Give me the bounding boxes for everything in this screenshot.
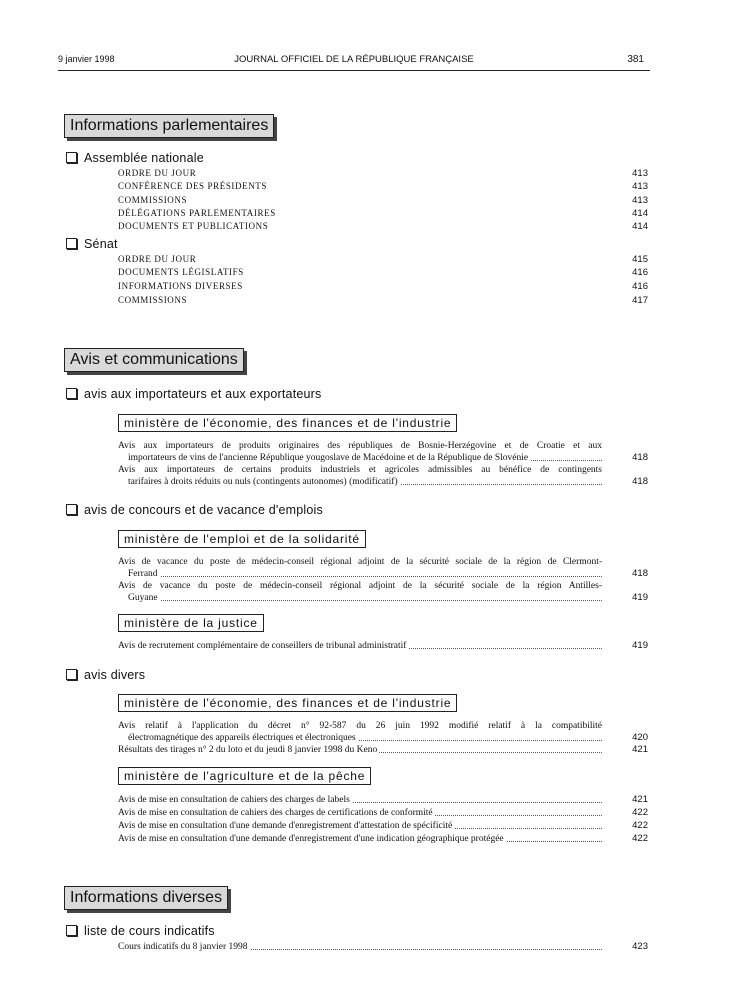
section-heading-informations-diverses: Informations diverses (64, 886, 228, 910)
category-importateurs: avis aux importateurs et aux exportateurs (66, 387, 321, 401)
avis-entry[interactable]: Avis de mise en consultation de cahiers des charges de certifications de conformité 422 (118, 807, 648, 818)
toc-entry[interactable]: COMMISSIONS 413 (118, 195, 648, 206)
toc-entry[interactable]: ORDRE DU JOUR 413 (118, 168, 648, 179)
ministry-heading-agriculture: ministère de l'agriculture et de la pêche (118, 767, 371, 785)
avis-entry[interactable]: Cours indicatifs du 8 janvier 1998 423 (118, 941, 648, 952)
avis-entry[interactable]: Avis relatif à l'application du décret n° 92-587 du 26 juin 1992 modifié relatif à la compatibilité électromagnétique des appareils électriques et électroniques 420 (118, 721, 648, 743)
section-heading-informations-parlementaires: Informations parlementaires (64, 114, 274, 138)
header-date: 9 janvier 1998 (58, 54, 115, 64)
avis-entry[interactable]: Avis de mise en consultation d'une demande d'enregistrement d'attestation de spécificité 422 (118, 820, 648, 831)
avis-entry[interactable]: Avis de vacance du poste de médecin-conseil régional adjoint de la sécurité sociale de la région de Clermont- Ferrand 418 (118, 557, 648, 579)
toc-entry[interactable]: DÉLÉGATIONS PARLEMENTAIRES 414 (118, 208, 648, 219)
avis-entry[interactable]: Avis aux importateurs de produits originaires des républiques de Bosnie-Herzégovine et de Croatie et aux importateurs de vins de l'ancienne République yougoslave de Macédoine et de la République de Slovénie 418 (118, 441, 648, 463)
checkbox-square-icon (66, 925, 77, 936)
avis-entry[interactable]: Avis de vacance du poste de médecin-conseil régional adjoint de la sécurité sociale de la région Antilles- Guyane 419 (118, 581, 648, 603)
section-heading-avis-et-communications: Avis et communications (64, 348, 244, 372)
header-rule (58, 70, 650, 71)
category-avis-divers: avis divers (66, 668, 145, 682)
avis-entry[interactable]: Avis de recrutement complémentaire de conseillers de tribunal administratif 419 (118, 640, 648, 651)
checkbox-square-icon (66, 152, 77, 163)
checkbox-square-icon (66, 504, 77, 515)
checkbox-square-icon (66, 238, 77, 249)
toc-entry[interactable]: ORDRE DU JOUR 415 (118, 254, 648, 265)
checkbox-square-icon (66, 388, 77, 399)
ministry-heading-justice: ministère de la justice (118, 614, 264, 632)
header-title: JOURNAL OFFICIEL DE LA RÉPUBLIQUE FRANÇAISE (234, 54, 474, 65)
category-senat: Sénat (66, 237, 118, 251)
avis-entry[interactable]: Avis de mise en consultation de cahiers des charges de labels 421 (118, 794, 648, 805)
ministry-heading-emploi: ministère de l'emploi et de la solidarité (118, 530, 366, 548)
toc-entry[interactable]: DOCUMENTS LÉGISLATIFS 416 (118, 267, 648, 278)
avis-entry[interactable]: Résultats des tirages n° 2 du loto et du jeudi 8 janvier 1998 du Keno 421 (118, 744, 648, 755)
toc-entry[interactable]: DOCUMENTS ET PUBLICATIONS 414 (118, 221, 648, 232)
category-concours: avis de concours et de vacance d'emplois (66, 503, 323, 517)
toc-entry[interactable]: COMMISSIONS 417 (118, 295, 648, 306)
avis-entry[interactable]: Avis aux importateurs de certains produits industriels et agricoles admissibles au bénéfice de contingents tarifaires à droits réduits ou nuls (contingents autonomes) (modificatif) 418 (118, 465, 648, 487)
ministry-heading-economie: ministère de l'économie, des finances et de l'industrie (118, 414, 457, 432)
checkbox-square-icon (66, 669, 77, 680)
running-header (58, 54, 650, 68)
category-assemblee-nationale: Assemblée nationale (66, 151, 204, 165)
toc-entry[interactable]: INFORMATIONS DIVERSES 416 (118, 281, 648, 292)
avis-entry[interactable]: Avis de mise en consultation d'une demande d'enregistrement d'une indication géographique protégée 422 (118, 833, 648, 844)
header-page-number: 381 (627, 54, 644, 65)
category-cours-indicatifs: liste de cours indicatifs (66, 924, 215, 938)
toc-entry[interactable]: CONFÉRENCE DES PRÉSIDENTS 413 (118, 181, 648, 192)
ministry-heading-economie: ministère de l'économie, des finances et de l'industrie (118, 694, 457, 712)
